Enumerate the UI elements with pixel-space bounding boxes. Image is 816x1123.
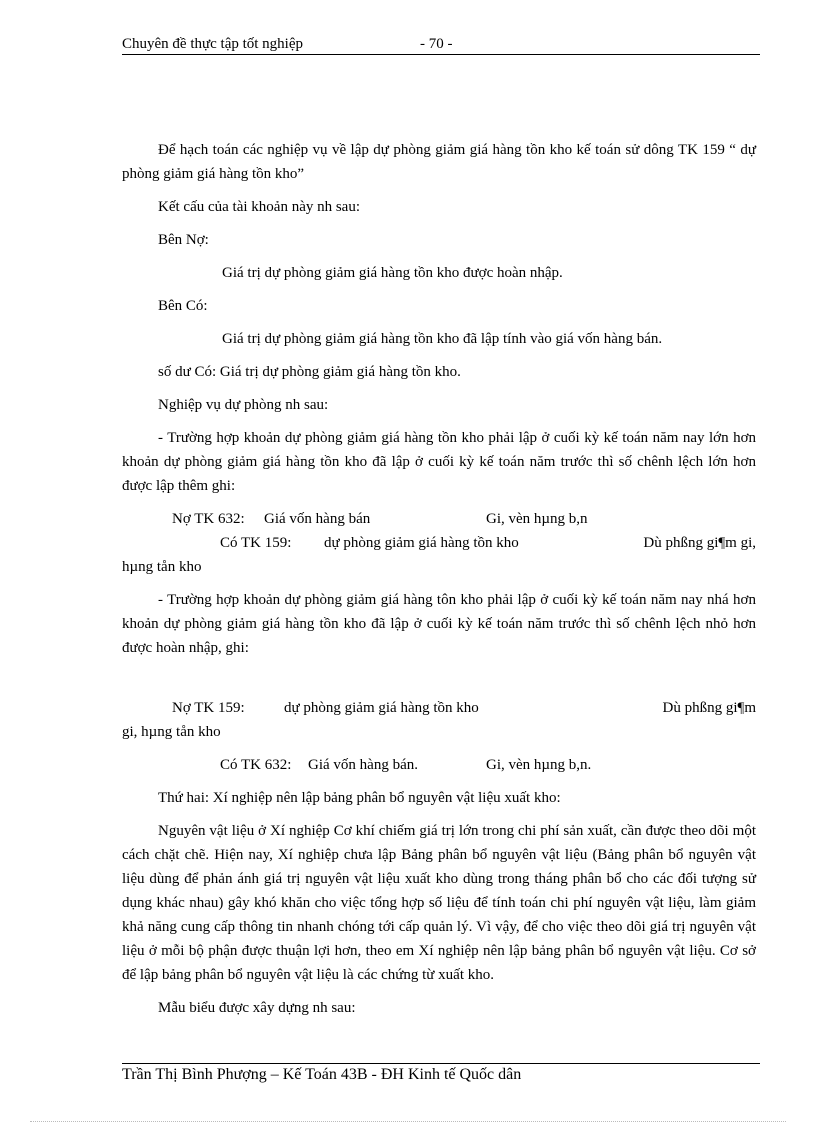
entry-description-legacy: Dù phßng gi¶m gi, (643, 535, 756, 551)
paragraph: Nguyên vật liệu ở Xí nghiệp Cơ khí chiếm giá trị lớn trong chi phí sản xuất, cần được theo dõi một cách chặt chẽ. Hiện nay, Xí nghiệp chưa lập Bảng phân bổ nguyên vật liệu (Bảng phân bổ nguyên vật liệu dùng để phản ánh giá trị nguyên vật liệu xuất kho dùng trong tháng phân bổ cho các đối tượng sử dụng khác nhau) gây khó khăn cho việc tổng hợp số liệu để tính toán chi phí nguyên vật liệu, làm giảm khả năng cung cấp thông tin nhanh chóng tới cấp quản lý. Vì vậy, để cho việc theo dõi giá trị nguyên vật liệu ở mỗi bộ phận được thuận lợi hơn, theo em Xí nghiệp nên lập bảng phân bổ nguyên vật liệu. Cơ sở để lập bảng phân bổ nguyên vật liệu là các chứng từ xuất kho. (122, 823, 756, 983)
journal-entry-debit-632 (122, 507, 756, 531)
paragraph: Giá trị dự phòng giảm giá hàng tồn kho đã lập tính vào giá vốn hàng bán. (222, 331, 663, 347)
entry-description-legacy: gi, hµng tån kho (122, 724, 221, 740)
page-header (122, 36, 760, 55)
page-number: - 70 - (420, 36, 453, 52)
journal-entry-debit-159 (122, 696, 756, 720)
entry-description-legacy: Gi, vèn hµng b,n. (486, 757, 592, 773)
entry-description: dự phòng giảm giá hàng tồn kho (324, 535, 519, 551)
paragraph: Thứ hai: Xí nghiệp nên lập bảng phân bổ nguyên vật liệu xuất kho: (158, 790, 561, 806)
footer-author: Trần Thị Bình Phượng – Kế Toán 43B - ĐH Kinh tế Quốc dân (122, 1066, 522, 1083)
entry-continuation (122, 720, 756, 744)
paragraph: - Trường hợp khoản dự phòng giảm giá hàng tồn kho phải lập ở cuối kỳ kế toán năm nay lớn hơn khoản dự phòng giảm giá hàng tồn kho đã lập ở cuối kỳ kế toán năm trước thì số chênh lệch lớn hơn được lập thêm ghi: (122, 430, 756, 494)
paragraph: Nghiệp vụ dự phòng nh sau: (158, 397, 329, 413)
paragraph: số dư Có: Giá trị dự phòng giảm giá hàng tồn kho. (158, 364, 461, 380)
entry-description-legacy: Dù phßng gi¶m (662, 700, 756, 716)
entry-account: Nợ TK 632: (172, 511, 245, 527)
entry-account: Nợ TK 159: (172, 700, 245, 716)
entry-continuation (122, 555, 756, 579)
paragraph: Để hạch toán các nghiệp vụ về lập dự phòng giảm giá hàng tồn kho kế toán sử dông TK 159 “ dự phòng giảm giá hàng tồn kho” (122, 142, 756, 182)
entry-description-legacy: hµng tån kho (122, 559, 202, 575)
journal-entry-credit-159 (122, 531, 756, 555)
paragraph: Mẫu biểu được xây dựng nh sau: (158, 1000, 356, 1016)
entry-account: Có TK 632: (220, 757, 292, 773)
paragraph: Giá trị dự phòng giảm giá hàng tồn kho được hoàn nhập. (222, 265, 563, 281)
page-body (122, 138, 756, 1020)
entry-description: dự phòng giảm giá hàng tồn kho (284, 700, 479, 716)
page-edge-divider (30, 1121, 786, 1122)
entry-description-legacy: Gi, vèn hµng b,n (486, 511, 588, 527)
paragraph: - Trường hợp khoản dự phòng giảm giá hàng tôn kho phải lập ở cuối kỳ kế toán năm nay nhá hơn khoản dự phòng giảm giá hàng tồn kho đã lập ở cuối kỳ kế toán năm trước thì số chênh lệch nhỏ hơn được hoàn nhập, ghi: (122, 592, 756, 656)
journal-entry-credit-632 (122, 753, 756, 777)
paragraph: Bên Có: (158, 298, 208, 314)
entry-description: Giá vốn hàng bán. (308, 757, 418, 773)
paragraph: Kết cấu của tài khoản này nh sau: (158, 199, 361, 215)
entry-account: Có TK 159: (220, 535, 292, 551)
page-footer (122, 1063, 760, 1084)
paragraph: Bên Nợ: (158, 232, 209, 248)
document-title: Chuyên đề thực tập tốt nghiệp (122, 36, 304, 52)
entry-description: Giá vốn hàng bán (264, 511, 371, 527)
